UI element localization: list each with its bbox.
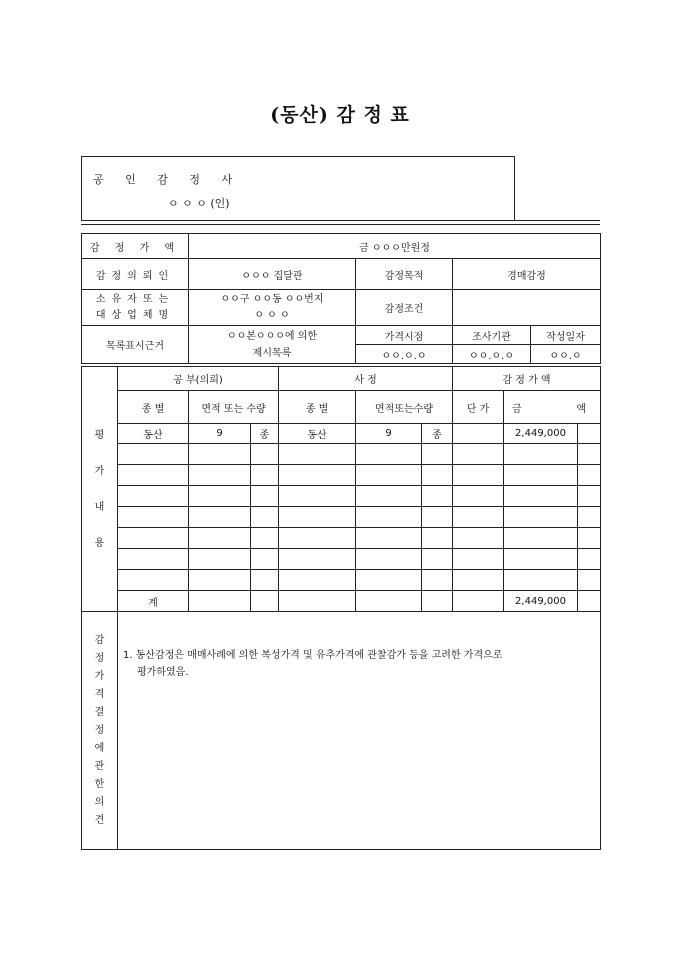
opinion-side-char: 에 — [94, 742, 105, 754]
table-row — [82, 486, 601, 507]
client-value: ㅇㅇㅇ 집달관 — [189, 259, 356, 290]
row-unit — [251, 486, 279, 507]
row-qty — [189, 444, 251, 465]
row-unit2 — [422, 486, 453, 507]
table-row — [82, 507, 601, 528]
row-qty — [189, 465, 251, 486]
row-kind: 동산 — [118, 424, 189, 444]
eval-side-char: 가 — [94, 465, 105, 477]
eval-side-char: 용 — [94, 537, 105, 549]
divider-line — [81, 224, 600, 225]
divider-line — [81, 220, 600, 221]
price-date-label: 가격시점 — [356, 326, 453, 345]
row-qty2 — [356, 465, 422, 486]
basis-value — [189, 326, 356, 364]
group-fact-header: 사 정 — [279, 367, 453, 391]
row-unit-price — [453, 549, 504, 570]
eval-side-char: 평 — [94, 429, 105, 441]
condition-label: 감정조건 — [356, 290, 453, 326]
row-kind — [118, 444, 189, 465]
row-unit2 — [422, 507, 453, 528]
row-kind — [118, 528, 189, 549]
row-unit2 — [422, 570, 453, 591]
opinion-side-char: 견 — [94, 814, 105, 826]
row-amount — [504, 507, 578, 528]
opinion-side-char: 관 — [94, 760, 105, 772]
row-kind2 — [279, 549, 356, 570]
row-unit-price — [453, 424, 504, 444]
appraiser-box — [81, 156, 515, 221]
row-kind — [118, 549, 189, 570]
table-row — [82, 465, 601, 486]
row-unit: 종 — [251, 424, 279, 444]
opinion-side-char: 결 — [94, 706, 105, 718]
opinion-text — [118, 612, 601, 850]
page-title: (동산) 감 정 표 — [270, 104, 410, 126]
total-unit — [251, 591, 279, 612]
row-kind — [118, 486, 189, 507]
row-amount-tail — [578, 528, 601, 549]
total-amount-tail — [578, 591, 601, 612]
row-unit-price — [453, 507, 504, 528]
row-kind2 — [279, 507, 356, 528]
kind-header: 종 별 — [118, 391, 189, 424]
row-amount — [504, 570, 578, 591]
row-unit-price — [453, 570, 504, 591]
row-amount-tail — [578, 570, 601, 591]
table-row — [82, 528, 601, 549]
opinion-side-char: 정 — [94, 724, 105, 736]
row-qty — [189, 507, 251, 528]
row-kind — [118, 507, 189, 528]
opinion-side-char: 의 — [94, 796, 105, 808]
row-qty2 — [356, 444, 422, 465]
row-unit — [251, 507, 279, 528]
row-kind2 — [279, 465, 356, 486]
basis-label: 목록표시근거 — [82, 326, 189, 364]
total-kind2 — [279, 591, 356, 612]
row-amount — [504, 444, 578, 465]
row-qty2 — [356, 570, 422, 591]
purpose-label: 감정목적 — [356, 259, 453, 290]
client-label: 감정의뢰인 — [82, 259, 189, 290]
row-amount-tail — [578, 549, 601, 570]
row-amount-tail — [578, 465, 601, 486]
row-kind2 — [279, 444, 356, 465]
row-unit-price — [453, 528, 504, 549]
table-row — [82, 424, 601, 444]
row-kind — [118, 465, 189, 486]
row-amount: 2,449,000 — [504, 424, 578, 444]
row-unit2 — [422, 444, 453, 465]
row-qty — [189, 486, 251, 507]
unit-price-header: 단 가 — [453, 391, 504, 424]
owner-address: ㅇㅇ구 ㅇㅇ동 ㅇㅇ번지 — [220, 293, 324, 305]
survey-label: 조사기관 — [453, 326, 531, 345]
basis-line: 제시목록 — [252, 347, 292, 359]
row-unit2 — [422, 465, 453, 486]
row-amount-tail — [578, 486, 601, 507]
opinion-side-char: 정 — [94, 652, 105, 664]
amount-value: 금 ㅇㅇㅇ만원정 — [189, 234, 601, 259]
row-unit2 — [422, 528, 453, 549]
row-kind2: 동산 — [279, 424, 356, 444]
price-date-value: ㅇㅇ.ㅇ.ㅇ — [356, 345, 453, 364]
owner-name: ㅇ ㅇ ㅇ — [254, 309, 290, 321]
opinion-side-label — [82, 612, 118, 850]
row-unit — [251, 528, 279, 549]
appraiser-label: 공 인 감 정 사 — [93, 173, 242, 186]
row-kind2 — [279, 528, 356, 549]
row-amount-tail — [578, 444, 601, 465]
row-kind — [118, 570, 189, 591]
row-kind2 — [279, 570, 356, 591]
group-price-header: 감 정 가 액 — [453, 367, 601, 391]
row-unit2: 종 — [422, 424, 453, 444]
total-row — [82, 591, 601, 612]
row-amount-tail — [578, 507, 601, 528]
row-qty2 — [356, 528, 422, 549]
owner-label — [82, 290, 189, 326]
row-unit — [251, 549, 279, 570]
row-qty2 — [356, 486, 422, 507]
area2-header: 면적또는수량 — [356, 391, 453, 424]
area-header: 면적 또는 수량 — [189, 391, 279, 424]
total-unit2 — [422, 591, 453, 612]
amount-header-left: 금 — [504, 391, 531, 424]
owner-label-line: 소유자또는 — [95, 293, 175, 305]
row-unit — [251, 465, 279, 486]
row-unit-price — [453, 486, 504, 507]
row-unit-price — [453, 444, 504, 465]
eval-side-label — [82, 367, 118, 612]
kind2-header: 종 별 — [279, 391, 356, 424]
row-unit — [251, 570, 279, 591]
row-amount — [504, 465, 578, 486]
appraisal-table — [81, 233, 601, 850]
amount-label: 감 정 가 액 — [82, 234, 189, 259]
owner-label-line: 대상업체명 — [95, 309, 175, 321]
opinion-line: 1. 동산감정은 매매사례에 의한 복성가격 및 유추가격에 관찰감가 등을 고려한 가격으로 — [123, 650, 503, 661]
row-kind2 — [279, 486, 356, 507]
owner-value — [189, 290, 356, 326]
purpose-value: 경매감정 — [453, 259, 601, 290]
opinion-side-char: 격 — [94, 688, 105, 700]
total-qty2 — [356, 591, 422, 612]
eval-side-char: 내 — [94, 501, 105, 513]
row-amount — [504, 549, 578, 570]
row-qty2 — [356, 549, 422, 570]
row-unit-price — [453, 465, 504, 486]
total-unit-price — [453, 591, 504, 612]
row-amount-tail — [578, 424, 601, 444]
row-unit2 — [422, 549, 453, 570]
row-unit — [251, 444, 279, 465]
total-amount: 2,449,000 — [504, 591, 578, 612]
row-amount — [504, 528, 578, 549]
group-public-header: 공 부(의뢰) — [118, 367, 279, 391]
table-row — [82, 570, 601, 591]
opinion-side-char: 감 — [94, 634, 105, 646]
row-qty — [189, 549, 251, 570]
amount-header-right: 액 — [531, 391, 601, 424]
appraiser-name: ㅇ ㅇ ㅇ (인) — [168, 197, 230, 210]
opinion-side-char: 가 — [94, 670, 105, 682]
opinion-side-char: 한 — [94, 778, 105, 790]
survey-value: ㅇㅇ.ㅇ.ㅇ — [453, 345, 531, 364]
condition-value — [453, 290, 601, 326]
total-label: 계 — [118, 591, 189, 612]
written-value: ㅇㅇ.ㅇ — [531, 345, 601, 364]
row-qty: 9 — [189, 424, 251, 444]
basis-line: ㅇㅇ본ㅇㅇㅇ에 의한 — [226, 330, 318, 342]
opinion-line: 평가하였음. — [137, 667, 189, 678]
row-qty2: 9 — [356, 424, 422, 444]
table-row — [82, 549, 601, 570]
row-amount — [504, 486, 578, 507]
row-qty2 — [356, 507, 422, 528]
table-row — [82, 444, 601, 465]
written-label: 작성일자 — [531, 326, 601, 345]
row-qty — [189, 528, 251, 549]
total-qty — [189, 591, 251, 612]
row-qty — [189, 570, 251, 591]
